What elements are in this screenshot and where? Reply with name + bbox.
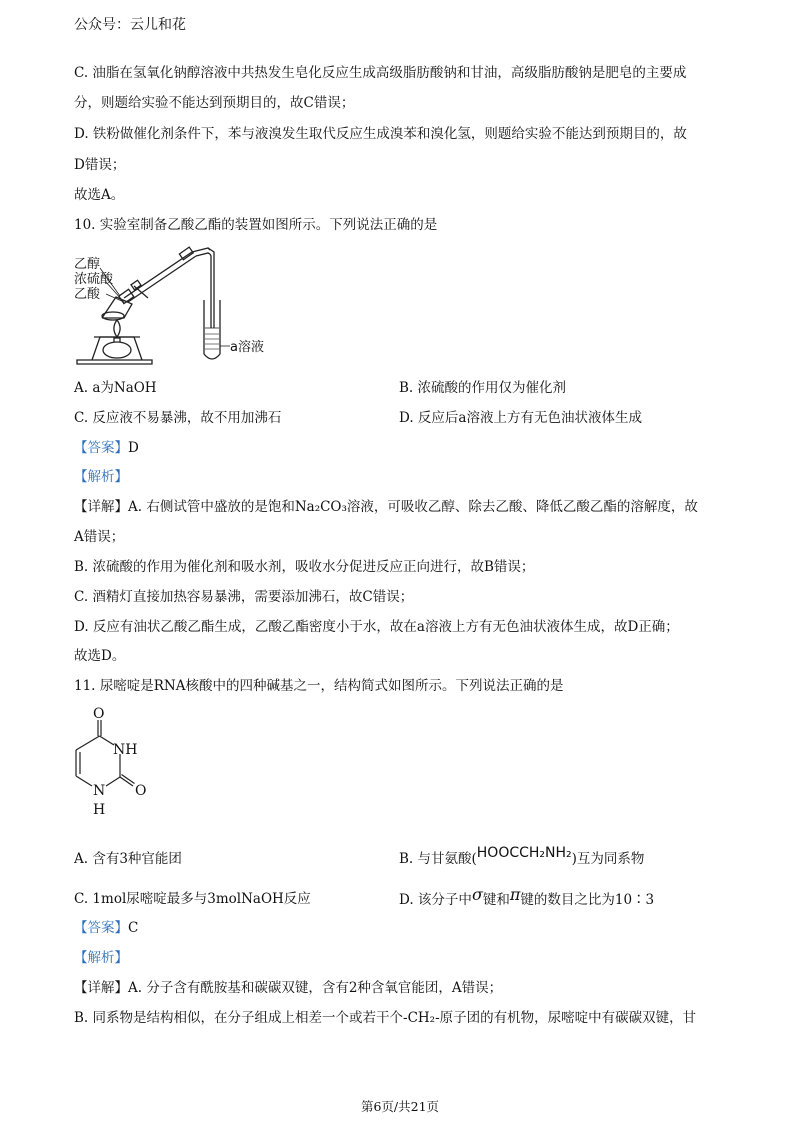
- atom-o-right: O: [135, 783, 147, 799]
- q10-option-d: D. 反应后a溶液上方有无色油状液体生成: [399, 410, 642, 426]
- q11-option-a: A. 含有3种官能团: [74, 851, 182, 867]
- detail-text: A. 右侧试管中盛放的是饱和Na₂CO₃溶液，可吸收乙醇、除去乙酸、降低乙酸乙酯的溶解度，故: [128, 499, 698, 515]
- q10-option-b: B. 浓硫酸的作用仅为催化剂: [399, 380, 567, 396]
- q10-option-c: C. 反应液不易暴沸，故不用加沸石: [74, 410, 282, 426]
- q10-detail-line: B. 浓硫酸的作用为催化剂和吸水剂，吸收水分促进反应正向进行，故B错误；: [74, 559, 535, 575]
- q11-option-d: [399, 885, 655, 910]
- text-line: 分，则题给实验不能达到预期目的，故C错误；: [74, 95, 355, 111]
- text-line: D错误；: [74, 157, 126, 173]
- glycine-formula: HOOCCH₂NH₂: [476, 845, 572, 861]
- label-sulfuric-acid: 浓硫酸: [74, 272, 114, 287]
- atom-n: N: [93, 783, 106, 799]
- q11-analysis-tag: 【解析】: [74, 950, 128, 966]
- q10-option-a: A. a为NaOH: [74, 380, 157, 396]
- option-b-suffix: )互为同系物: [571, 851, 645, 867]
- answer-value: D: [128, 440, 139, 456]
- page-footer: 第6页/共21页: [360, 1099, 440, 1114]
- label-a-solution: a溶液: [230, 340, 264, 355]
- text-line: 故选A。: [74, 187, 125, 203]
- answer-tag: 【答案】: [74, 920, 128, 936]
- answer-tag: 【答案】: [74, 440, 128, 456]
- q10-detail-line: [74, 497, 698, 517]
- question-11-stem: 11. 尿嘧啶是RNA核酸中的四种碱基之一，结构简式如图所示。下列说法正确的是: [74, 678, 564, 694]
- header-text: 公众号：云儿和花: [74, 17, 186, 33]
- ester-apparatus-figure: [72, 242, 282, 367]
- q10-detail-line: 故选D。: [74, 648, 126, 664]
- label-acetic-acid: 乙酸: [74, 287, 101, 302]
- atom-o-top: O: [93, 706, 105, 722]
- atom-nh: NH: [113, 742, 138, 758]
- text-line: C. 油脂在氢氧化钠醇溶液中共热发生皂化反应生成高级脂肪酸钠和甘油，高级脂肪酸钠是肥皂的主要成: [74, 65, 687, 81]
- uracil-structure-figure: [70, 702, 170, 842]
- pi-symbol: π: [509, 885, 521, 904]
- text-line: D. 铁粉做催化剂条件下，苯与液溴发生取代反应生成溴苯和溴化氢，则题给实验不能达到预期目的，故: [74, 126, 687, 142]
- option-b-prefix: B. 与甘氨酸(: [399, 851, 477, 867]
- atom-h: H: [93, 802, 106, 818]
- detail-text: A. 分子含有酰胺基和碳碳双键，含有2种含氧官能团，A错误；: [128, 980, 503, 996]
- q11-detail-line: B. 同系物是结构相似，在分子组成上相差一个或若干个-CH₂-原子团的有机物，尿嘧啶中有碳碳双键，甘: [74, 1010, 697, 1026]
- option-d-suffix: 键的数目之比为10∶3: [520, 892, 655, 908]
- question-10-stem: 10. 实验室制备乙酸乙酯的装置如图所示。下列说法正确的是: [74, 217, 438, 233]
- q11-detail-line: [74, 978, 502, 998]
- q10-answer: [74, 438, 139, 458]
- q10-detail-line: A错误；: [74, 529, 125, 545]
- option-d-middle: 键和: [482, 892, 510, 908]
- q11-option-c: C. 1mol尿嘧啶最多与3molNaOH反应: [74, 891, 311, 907]
- detail-tag: 【详解】: [74, 980, 128, 996]
- option-d-prefix: D. 该分子中: [399, 892, 472, 908]
- label-ethanol: 乙醇: [74, 257, 101, 272]
- answer-value: C: [128, 920, 139, 936]
- q10-detail-line: D. 反应有油状乙酸乙酯生成，乙酸乙酯密度小于水，故在a溶液上方有无色油状液体生成，故D正确；: [74, 619, 679, 635]
- detail-tag: 【详解】: [74, 499, 128, 515]
- q10-analysis-tag: 【解析】: [74, 469, 128, 485]
- sigma-symbol: σ: [471, 885, 483, 904]
- q11-option-b: [399, 845, 645, 869]
- q11-answer: [74, 918, 138, 938]
- q10-detail-line: C. 酒精灯直接加热容易暴沸，需要添加沸石，故C错误；: [74, 589, 414, 605]
